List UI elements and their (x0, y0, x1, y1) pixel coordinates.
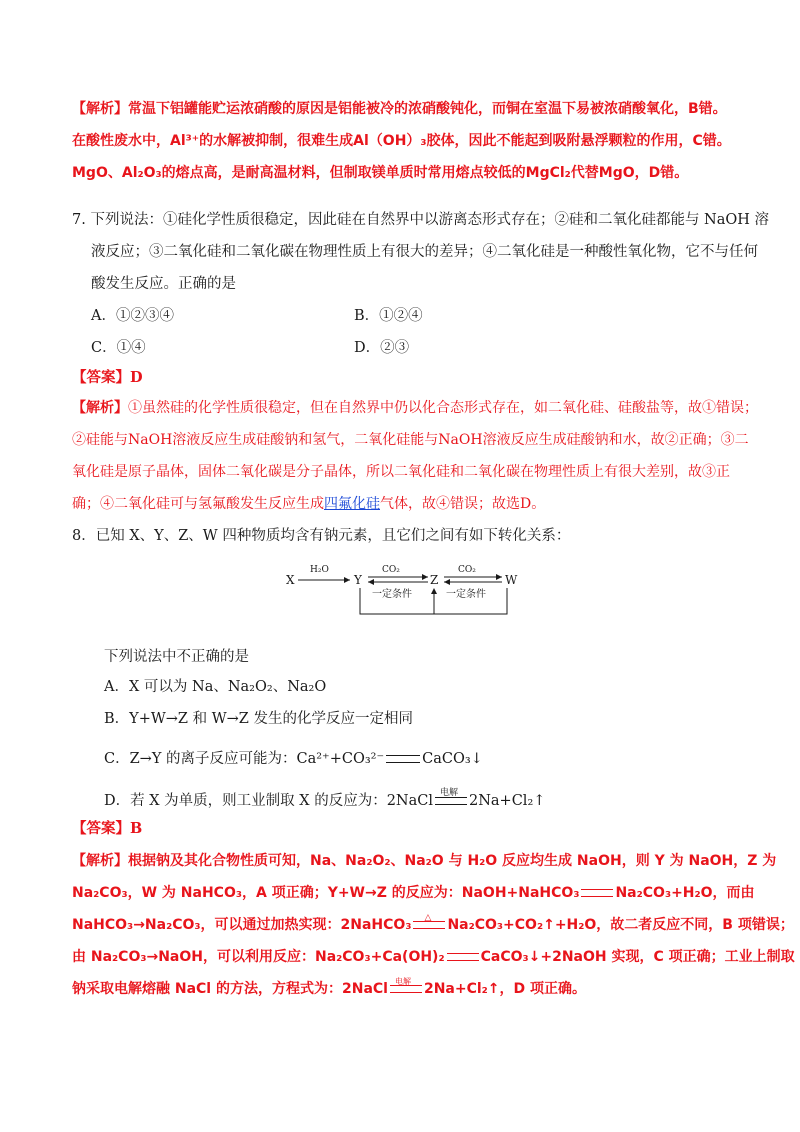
q7-option-a: A．①②③④ (91, 308, 174, 324)
equals-sign (413, 913, 445, 929)
diagram-condition-1: 一定条件 (372, 589, 412, 600)
q8-option-a: A．X 可以为 Na、Na₂O₂、Na₂O (104, 679, 327, 695)
q7-stem-line-2: 液反应；③二氧化硅和二氧化碳在物理性质上有很大的差异；④二氧化硅是一种酸性氧化物，它不与任何 (91, 244, 758, 260)
q6-explanation-line-1 (72, 99, 727, 119)
explanation-tag: 【解析】 (72, 400, 128, 416)
q7-explanation-line-1 (72, 398, 758, 418)
reaction-condition: 电解 (440, 788, 459, 798)
diagram-h2o: H₂O (310, 565, 329, 575)
explanation-text: NaHCO₃→Na₂CO₃，可以通过加热实现：2NaHCO₃ (72, 917, 412, 933)
equals-sign (386, 755, 420, 763)
q7-option-b: B．①②④ (354, 308, 423, 324)
diagram-co2-b: CO₂ (458, 565, 476, 575)
answer-tag: 【答案】 (72, 369, 130, 386)
q8-explanation-line-4 (72, 947, 795, 967)
explanation-text: 由 Na₂CO₃→NaOH，可以利用反应：Na₂CO₃+Ca(OH)₂ (72, 949, 445, 965)
explanation-text: CaCO₃↓+2NaOH 实现，C 项正确；工业上制取 (480, 949, 795, 965)
explanation-text: Na₂CO₃+H₂O，而由 (615, 885, 755, 901)
explanation-tag: 【解析】 (72, 101, 128, 117)
diagram-z: Z (430, 573, 439, 587)
diagram-w: W (505, 573, 518, 587)
q7-option-c: C．①④ (91, 340, 146, 356)
q8-option-d (104, 788, 546, 811)
q8-option-c (104, 749, 483, 769)
answer-tag: 【答案】 (72, 820, 130, 837)
q7-explanation-line-4 (72, 494, 545, 514)
q8-explanation-line-3 (72, 915, 794, 935)
q7-stem-line-1: 7. 下列说法：①硅化学性质很稳定，因此硅在自然界中以游离态形式存在；②硅和二氧化硅都能与 NaOH 溶 (72, 212, 770, 228)
diagram-x: X (286, 573, 295, 587)
q8-option-b: B．Y+W→Z 和 W→Z 发生的化学反应一定相同 (104, 711, 413, 727)
arrow-head (422, 574, 428, 580)
option-text: CaCO₃↓ (422, 751, 483, 767)
answer-value: B (130, 820, 143, 837)
q8-answer (72, 819, 142, 839)
conversion-diagram (280, 560, 520, 622)
q7-option-d: D．②③ (354, 340, 410, 356)
arrow-head (368, 579, 374, 585)
equals-sign (435, 788, 467, 805)
q8-explanation-line-2 (72, 883, 755, 903)
explanation-text: 根据钠及其化合物性质可知，Na、Na₂O₂、Na₂O 与 H₂O 反应均生成 NaOH，则 Y 为 NaOH，Z 为 (128, 853, 777, 869)
option-text: C．Z→Y 的离子反应可能为：Ca²⁺+CO₃²⁻ (104, 751, 385, 767)
explanation-text: 确；④二氧化硅可与氢氟酸发生反应生成 (72, 496, 324, 512)
q6-explanation-line-3: MgO、Al₂O₃的熔点高，是耐高温材料，但制取镁单质时常用熔点较低的MgCl₂代替MgO，D错。 (72, 165, 689, 181)
q8-explanation-line-1 (72, 851, 776, 871)
explanation-text: ①虽然硅的化学性质很稳定，但在自然界中仍以化合态形式存在，如二氧化硅、硅酸盐等，故①错误； (128, 400, 758, 416)
silicon-tetrafluoride-link[interactable]: 四氟化硅 (324, 496, 380, 512)
arrow-head (431, 588, 437, 594)
arrow-head (444, 579, 450, 585)
arrow-head (496, 574, 502, 580)
explanation-text: Na₂CO₃+CO₂↑+H₂O，故二者反应不同，B 项错误； (447, 917, 794, 933)
arrow-head (344, 577, 350, 583)
q6-explanation-line-2: 在酸性废水中，Al³⁺的水解被抑制，很难生成Al（OH）₃胶体，因此不能起到吸附悬浮颗粒的作用，C错。 (72, 133, 731, 149)
reaction-condition: 电解 (394, 977, 411, 986)
explanation-text: 气体，故④错误；故选D。 (380, 496, 546, 512)
explanation-text: 2Na+Cl₂↑，D 项正确。 (423, 981, 587, 997)
explanation-text: Na₂CO₃，W 为 NaHCO₃，A 项正确；Y+W→Z 的反应为：NaOH+NaHCO₃ (72, 885, 580, 901)
explanation-text: 钠采取电解熔融 NaCl 的方法，方程式为：2NaCl (72, 981, 388, 997)
equals-sign (581, 889, 613, 897)
option-text: D．若 X 为单质，则工业制取 X 的反应为：2NaCl (104, 793, 433, 809)
q7-stem-line-3: 酸发生反应。正确的是 (91, 276, 236, 292)
diagram-y: Y (354, 573, 362, 587)
heat-condition: △ (424, 913, 432, 923)
diagram-co2-a: CO₂ (382, 565, 400, 575)
equals-sign (447, 953, 479, 961)
q7-answer (72, 368, 143, 388)
equals-sign (390, 977, 422, 993)
q8-explanation-line-5 (72, 979, 586, 999)
q8-ask: 下列说法中不正确的是 (104, 649, 249, 665)
diagram-condition-2: 一定条件 (446, 589, 486, 600)
option-text: 2Na+Cl₂↑ (469, 793, 546, 809)
explanation-text: 常温下铝罐能贮运浓硝酸的原因是铝能被冷的浓硝酸钝化，而铜在室温下易被浓硝酸氧化，B错。 (128, 101, 727, 117)
answer-value: D (130, 369, 143, 386)
explanation-tag: 【解析】 (72, 853, 128, 869)
q8-stem: 8．已知 X、Y、Z、W 四种物质均含有钠元素，且它们之间有如下转化关系： (72, 528, 571, 544)
q7-explanation-line-2: ②硅能与NaOH溶液反应生成硅酸钠和氢气，二氧化硅能与NaOH溶液反应生成硅酸钠和水，故②正确；③二 (72, 432, 749, 448)
q7-explanation-line-3: 氧化硅是原子晶体，固体二氧化碳是分子晶体，所以二氧化硅和二氧化碳在物理性质上有很大差别，故③正 (72, 464, 730, 480)
